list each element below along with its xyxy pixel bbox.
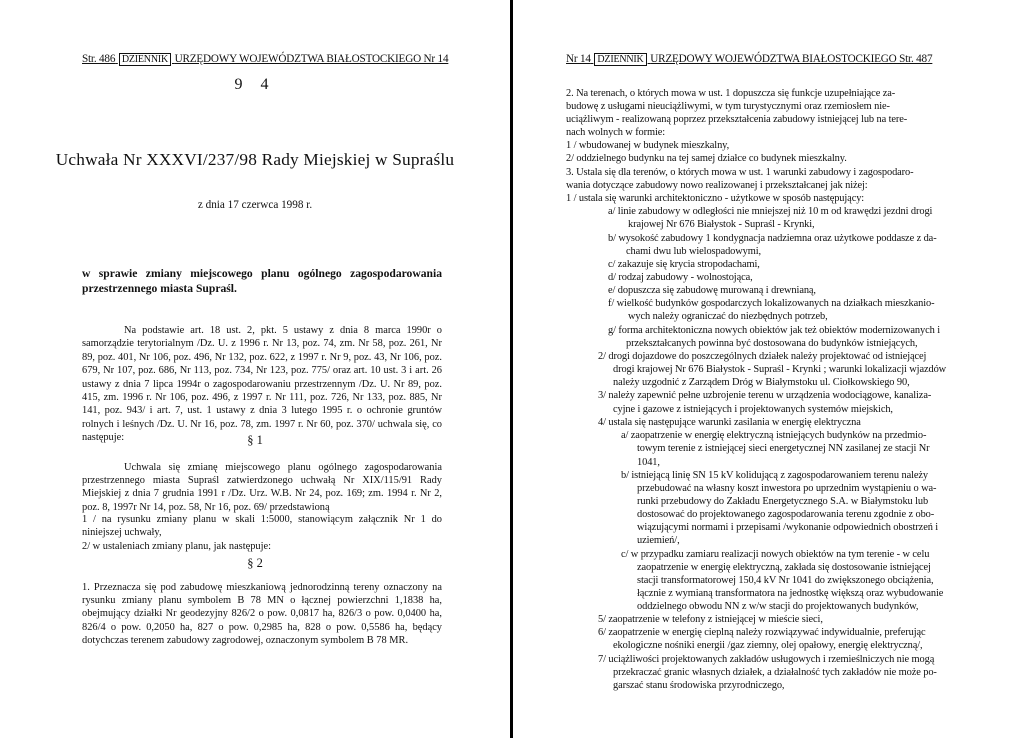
section-1-item-1: 1 / na rysunku zmiany planu w skali 1:5000, stanowiącym załącznik Nr 1 do niniejszej uchwały,: [82, 514, 442, 539]
right-text-line: c/ w przypadku zamiaru realizacji nowych obiektów na tym terenie - w celu: [621, 549, 930, 560]
right-text-line: ekologiczne nośniki energii /gaz ziemny, olej opałowy, energię elektryczną/,: [613, 640, 923, 651]
right-header-rest: URZĘDOWY WOJEWÓDZTWA BIAŁOSTOCKIEGO Str. 487: [650, 53, 933, 65]
right-text-line: b/ wysokość zabudowy 1 kondygnacja nadziemna oraz użytkowe poddasze z da-: [608, 233, 937, 244]
right-text-line: 7/ uciążliwości projektowanych zakładów usługowych i rzemieślniczych nie mogą: [598, 654, 935, 665]
left-page-header: [82, 53, 448, 66]
right-text-line: 4/ ustala się następujące warunki zasilania w energię elektryczna: [598, 417, 861, 428]
right-text-line: 6/ zaopatrzenie w energię cieplną należy rozwiązywać indywidualnie, preferując: [598, 627, 926, 638]
right-text-line: przebudować na własny koszt inwestora po uprzednim wystąpieniu o wa-: [637, 483, 937, 494]
right-text-line: c/ zakazuje się krycia stropodachami,: [608, 259, 760, 270]
right-text-line: stacji transformatorowej 150,4 kV Nr 1041 do zwiększonego obciążenia,: [637, 575, 934, 586]
right-text-line: wych należy ograniczać do niezbędnych potrzeb,: [628, 311, 828, 322]
right-text-line: uziemień/,: [637, 535, 680, 546]
section-1-item-2: 2/ w ustaleniach zmiany planu, jak następuje:: [82, 541, 271, 552]
right-text-line: cyjne i gazowe z istniejących i projektowanych systemów miejskich,: [613, 404, 893, 415]
section-2-mark: § 2: [247, 556, 263, 570]
right-text-line: towym terenie z istniejącej sieci energetycznej NN zasilanej ze stacji Nr: [637, 443, 930, 454]
right-text-line: 2. Na terenach, o których mowa w ust. 1 dopuszcza się funkcje uzupełniające za-: [566, 88, 896, 99]
right-text-line: a/ zaopatrzenie w energię elektryczną istniejących budynków na przedmio-: [621, 430, 927, 441]
right-header-prefix: Nr 14: [566, 53, 591, 65]
right-page: [513, 0, 1024, 738]
right-text-line: nach wolnych w formie:: [566, 127, 666, 138]
left-header-prefix: Str. 486: [82, 53, 116, 65]
right-text-line: garszać stanu środowiska przyrodniczego,: [613, 680, 785, 691]
right-text-line: budowę z usługami nieuciążliwymi, w tym turystycznymi oraz rzemiosłem nie-: [566, 101, 890, 112]
right-text-line: g/ forma architektoniczna nowych obiektów jak też obiektów modernizowanych i: [608, 325, 941, 336]
right-text-line: dostosować do projektowanego zagospodarowania terenu zgodnie z obo-: [637, 509, 935, 520]
resolution-date: z dnia 17 czerwca 1998 r.: [197, 199, 313, 211]
right-text-line: 5/ zaopatrzenie w telefony z istniejącej w mieście sieci,: [598, 614, 823, 625]
section-1-mark: § 1: [247, 433, 263, 447]
right-text-line: wiązującymi normami i przepisami /wykonanie odpowiednich obostrzeń i: [637, 522, 939, 533]
right-text-line: 1 / ustala się warunki architektoniczno - użytkowe w sposób następujący:: [566, 193, 865, 204]
right-text-line: a/ linie zabudowy w odległości nie mniejszej niż 10 m od krawędzi jezdni drogi: [608, 206, 933, 217]
right-text-line: chami dwu lub wielospadowymi,: [626, 246, 762, 257]
resolution-subject: w sprawie zmiany miejscowego planu ogólnego zagospodarowania przestrzennego miasta Supraśl.: [82, 267, 442, 295]
resolution-title: Uchwała Nr XXXVI/237/98 Rady Miejskiej w Supraślu: [55, 150, 455, 169]
right-text-line: przekraczać granic własnych działek, a działalność tych zakładów nie może po-: [613, 667, 937, 678]
left-page: [0, 0, 510, 738]
dziennik-logo: DZIENNIK: [119, 53, 171, 66]
section-2-item-1: 1. Przeznacza się pod zabudowę mieszkaniową jednorodzinną tereny oznaczony na rysunku zmiany planu symbolem B 78 MN o łącznej powierzchni 1,1838 ha, obejmujący działki Nr geodezyjny 826/2 o pow. 0,0817 ha, 826/3 o pow. 0,0400 ha, 826/4 o pow. 0,2050 ha, 827 o pow. 0,2985 ha, 828 o pow. 0,5586 ha, będący dotychczas terenem zabudowy zagrodowej, oznaczonym symbolem B 78 MR.: [82, 582, 442, 646]
preamble: Na podstawie art. 18 ust. 2, pkt. 5 ustawy z dnia 8 marca 1990r o samorządzie terytorialnym /Dz. U. z 1996 r. Nr 13, poz. 74, zm. Nr 58, poz. 261, Nr 89, poz. 401, Nr 106, poz. 496, Nr 132, poz. 622, z 1997 r. Nr 9, poz. 43, Nr 106, poz. 679, Nr 107, poz. 686, Nr 113, poz. 734, Nr 123, poz. 775/ oraz art. 10 ust. 3 i art. 26 ustawy z dnia 7 lipca 1994r o zagospodarowaniu przestrzennym /Dz. U. Nr 89, poz. 415, zm. 1996 r. Nr 106, poz. 496, z 1997 r. Nr 111, poz. 726, Nr 133, poz. 885, Nr 141, poz. 943/ i art. 7, ust. 1 ustawy z dnia 3 lutego 1995 r. o ochronie gruntów rolnych i leśnych /Dz. U. Nr 16, poz. 78, zm. 1997 r. Nr 60, poz. 370/ uchwala się, co następuje:: [82, 325, 442, 444]
right-text-line: 3. Ustala się dla terenów, o których mowa w ust. 1 warunki zabudowy i zagospodaro-: [566, 167, 914, 178]
dziennik-logo: DZIENNIK: [594, 53, 646, 66]
right-text-line: oddzielnego obwodu NN z w/w stacji do projektowanych budynków,: [637, 601, 919, 612]
right-text-line: 1041,: [637, 457, 660, 468]
right-text-line: drogi krajowej Nr 676 Białystok - Supraśl - Krynki ; warunki lokalizacji wjazdów: [613, 364, 947, 375]
right-text-line: przekształcanych powinna być dostosowana do budynków istniejących,: [626, 338, 918, 349]
right-text-line: 2/ oddzielnego budynku na tej samej działce co budynek mieszkalny.: [566, 153, 847, 164]
left-header-rest: URZĘDOWY WOJEWÓDZTWA BIAŁOSTOCKIEGO Nr 14: [174, 53, 449, 65]
right-text-line: 3/ należy zapewnić pełne uzbrojenie terenu w urządzenia wodociągowe, kanaliza-: [598, 390, 932, 401]
act-number: 9 4: [234, 76, 276, 93]
right-text-line: łącznie z wymianą transformatora na jednostkę większą oraz wybudowanie: [637, 588, 944, 599]
right-text-line: f/ wielkość budynków gospodarczych lokalizowanych na działkach mieszkanio-: [608, 298, 935, 309]
right-text-line: d/ rodzaj zabudowy - wolnostojąca,: [608, 272, 753, 283]
right-text-line: zaopatrzenie w energię elektryczną, zakłada się dostosowanie istniejącej: [637, 562, 931, 573]
section-1-text: Uchwala się zmianę miejscowego planu ogólnego zagospodarowania przestrzennego miasta Supraśl zatwierdzonego uchwałą Nr XIX/115/91 Rady Miejskiej z dnia 7 grudnia 1991 r /Dz. Urz. W.B. Nr 24, poz. 169; zm. 1994 r. Nr 2, poz. 8, 1997r Nr 14, poz. 58, Nr 16, poz. 69/ przedstawioną: [82, 462, 442, 513]
right-text-line: e/ dopuszcza się zabudowę murowaną i drewnianą,: [608, 285, 816, 296]
right-text-line: należy uzgodnić z Zarządem Dróg w Białymstoku ul. Ciołkowskiego 90,: [613, 377, 910, 388]
right-text-line: 2/ drogi dojazdowe do poszczególnych działek należy projektować od istniejącej: [598, 351, 927, 362]
right-text-line: uciążliwym - realizowaną poprzez przekształcenia zabudowy istniejącej lub na tere-: [566, 114, 908, 125]
right-text-line: krajowej Nr 676 Białystok - Supraśl - Krynki,: [628, 219, 815, 230]
right-text-line: runki przebudowy do Zakładu Energetycznego S.A. w Białymstoku lub: [637, 496, 929, 507]
right-page-header: [566, 53, 932, 66]
right-text-line: 1 / wbudowanej w budynek mieszkalny,: [566, 140, 730, 151]
right-text-line: b/ istniejącą linię SN 15 kV kolidującą z zagospodarowaniem terenu należy: [621, 470, 929, 481]
right-text-line: wania dotyczące zabudowy nowo realizowanej i przekształcanej jak niżej:: [566, 180, 868, 191]
